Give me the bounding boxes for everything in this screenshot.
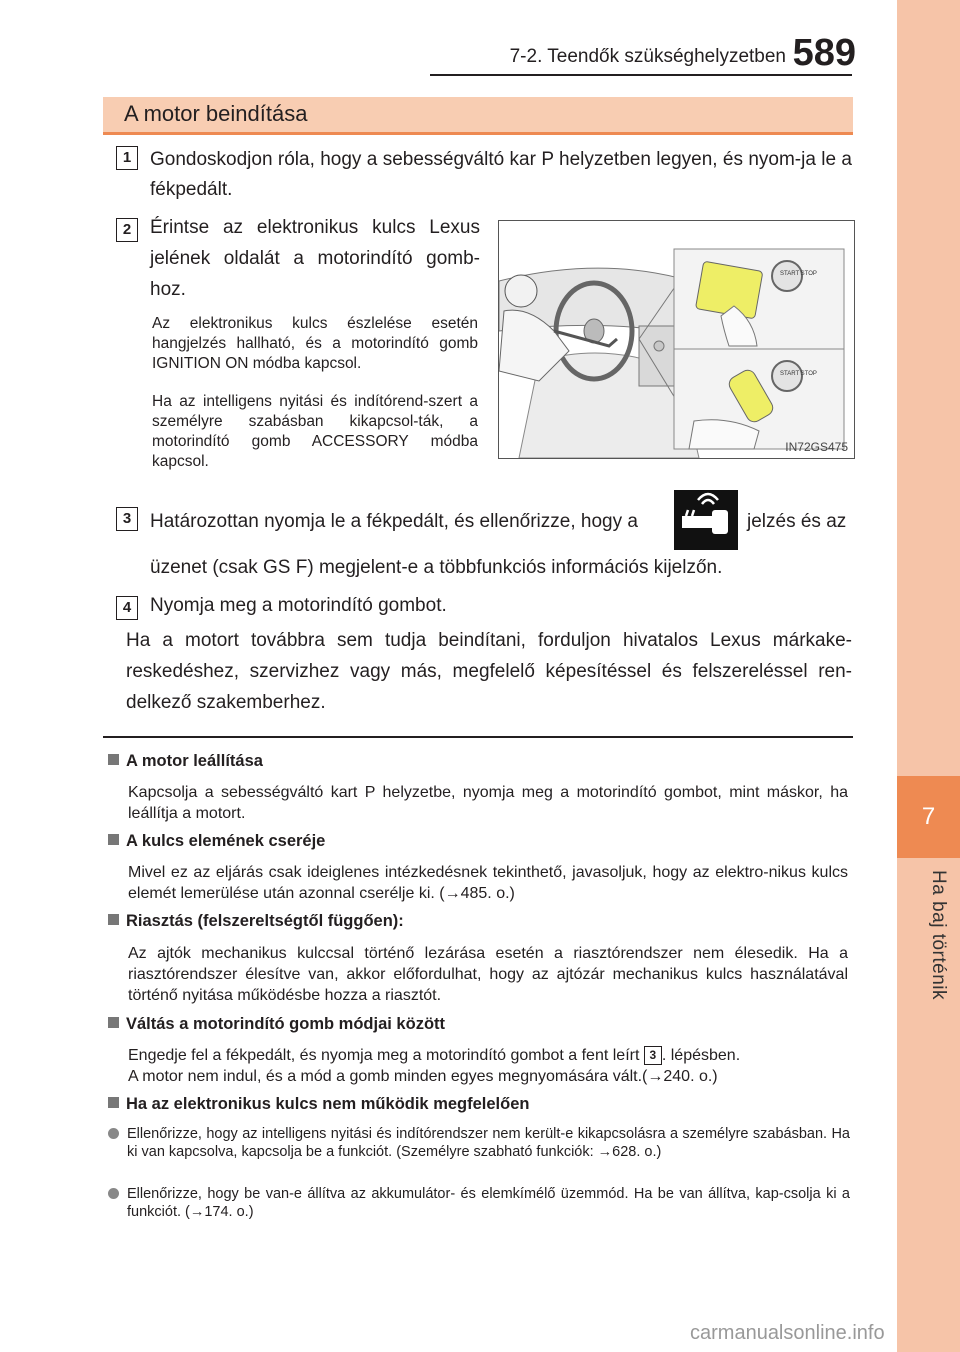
- page-number: 589: [792, 32, 856, 74]
- note-text-mode-switch: Engedje fel a fékpedált, és nyomja meg a motorindító gombot a fent leírt 3 . lépésben. A motor nem indul, és a mód a gomb minden egyes megnyomására vált.(→240. o.): [128, 1047, 741, 1085]
- step-2-text: Érintse az elektronikus kulcs Lexus jelének oldalát a motorindító gomb-hoz.: [150, 217, 480, 300]
- section-divider: [103, 736, 853, 738]
- note-heading-engine-stop: A motor leállítása: [108, 752, 263, 771]
- note-heading-mode-switch: Váltás a motorindító gomb módjai között: [108, 1015, 445, 1034]
- step-2-note-1: Az elektronikus kulcs észlelése esetén hangjelzés hallható, és a motorindító gomb IGNITION ON módba kapcsol.: [152, 315, 478, 372]
- watermark: carmanualsonline.info: [690, 1322, 885, 1344]
- followup-paragraph: Ha a motort továbbra sem tudja beindítani, forduljon hivatalos Lexus márkake-reskedéshez, szervizhez vagy más, megfelelő képesítéssel és felszereléssel ren-delkező szakemberhez.: [126, 630, 852, 713]
- bullet-item: Ellenőrizze, hogy az intelligens nyitási és indítórendszer nem került-e kikapcsolásra a személyre szabásban. Ha ki van kapcsolva, kapcsolja be a funkciót. (Személyre szabható funkciók: →628. o.): [108, 1125, 850, 1161]
- note-text-engine-stop: Kapcsolja a sebességváltó kart P helyzetbe, nyomja meg a motorindító gombot, mint máskor, ha leállítja a motort.: [128, 784, 848, 822]
- circle-bullet-icon: [108, 1128, 119, 1139]
- step-3-text-after: jelzés és az: [747, 511, 847, 532]
- step-number-1: 1: [116, 146, 138, 170]
- section-title-underline: [103, 132, 853, 135]
- step-3-text-line2: üzenet (csak GS F) megjelent-e a többfunkciós információs kijelzőn.: [150, 557, 723, 578]
- note-text-alarm: Az ajtók mechanikus kulccsal történő lezárása esetén a riasztórendszer nem élesedik. Ha a riasztórendszer élesítve van, akkor előfordulhat, hogy az ajtózár mechanikus kulcs használatával történő nyitása működésbe hozza a riasztót.: [128, 945, 848, 1004]
- note-text-battery: Mivel ez az eljárás csak ideiglenes intézkedésnek tekinthető, javasoljuk, hogy az elektro-nikus kulcs elemét lemerülése után azonnal cserélje ki. (→485. o.): [128, 864, 848, 902]
- square-bullet-icon: [108, 1017, 119, 1028]
- button-label-top: START STOP: [780, 271, 817, 277]
- square-bullet-icon: [108, 914, 119, 925]
- step-number-3: 3: [116, 507, 138, 531]
- section-title: A motor beindítása: [124, 101, 308, 126]
- step-4-text: Nyomja meg a motorindító gombot.: [150, 595, 447, 616]
- square-bullet-icon: [108, 834, 119, 845]
- note-heading-battery: A kulcs elemének cseréje: [108, 832, 325, 851]
- step-1-text: Gondoskodjon róla, hogy a sebességváltó kar P helyzetben legyen, és nyom-ja le a fékpedált.: [150, 149, 852, 200]
- step-3-text-before: Határozottan nyomja le a fékpedált, és ellenőrizze, hogy a: [150, 511, 638, 532]
- chapter-title: Ha baj történik: [928, 870, 949, 1001]
- chapter-number-tab: 7: [897, 776, 960, 858]
- bullet-item: Ellenőrizze, hogy be van-e állítva az akkumulátor- és elemkímélő üzemmód. Ha be van állítva, kap-csolja ki a funkciót. (→174. o.): [108, 1185, 850, 1221]
- chapter-sidebar: [897, 0, 960, 1352]
- square-bullet-icon: [108, 754, 119, 765]
- note-heading-key-malfunction: Ha az elektronikus kulcs nem működik megfelelően: [108, 1095, 529, 1114]
- illustration-drawing: [499, 221, 854, 458]
- note-heading-alarm: Riasztás (felszereltségtől függően):: [108, 912, 404, 931]
- button-label-bottom: START STOP: [780, 371, 817, 377]
- running-head: 7-2. Teendők szükséghelyzetben: [509, 46, 786, 67]
- circle-bullet-icon: [108, 1188, 119, 1199]
- smart-key-warning-icon: [674, 490, 738, 550]
- step-number-2: 2: [116, 218, 138, 242]
- figure-label: IN72GS475: [785, 440, 848, 454]
- step-reference-3: 3: [644, 1046, 662, 1065]
- key-touch-illustration: [498, 220, 855, 459]
- step-number-4: 4: [116, 596, 138, 620]
- header-rule: [430, 74, 852, 76]
- step-2-note-2: Ha az intelligens nyitási és indítórend-szert a személyre szabásban kikapcsol-ták, a motorindító gomb ACCESSORY módba kapcsol.: [152, 393, 478, 470]
- square-bullet-icon: [108, 1097, 119, 1108]
